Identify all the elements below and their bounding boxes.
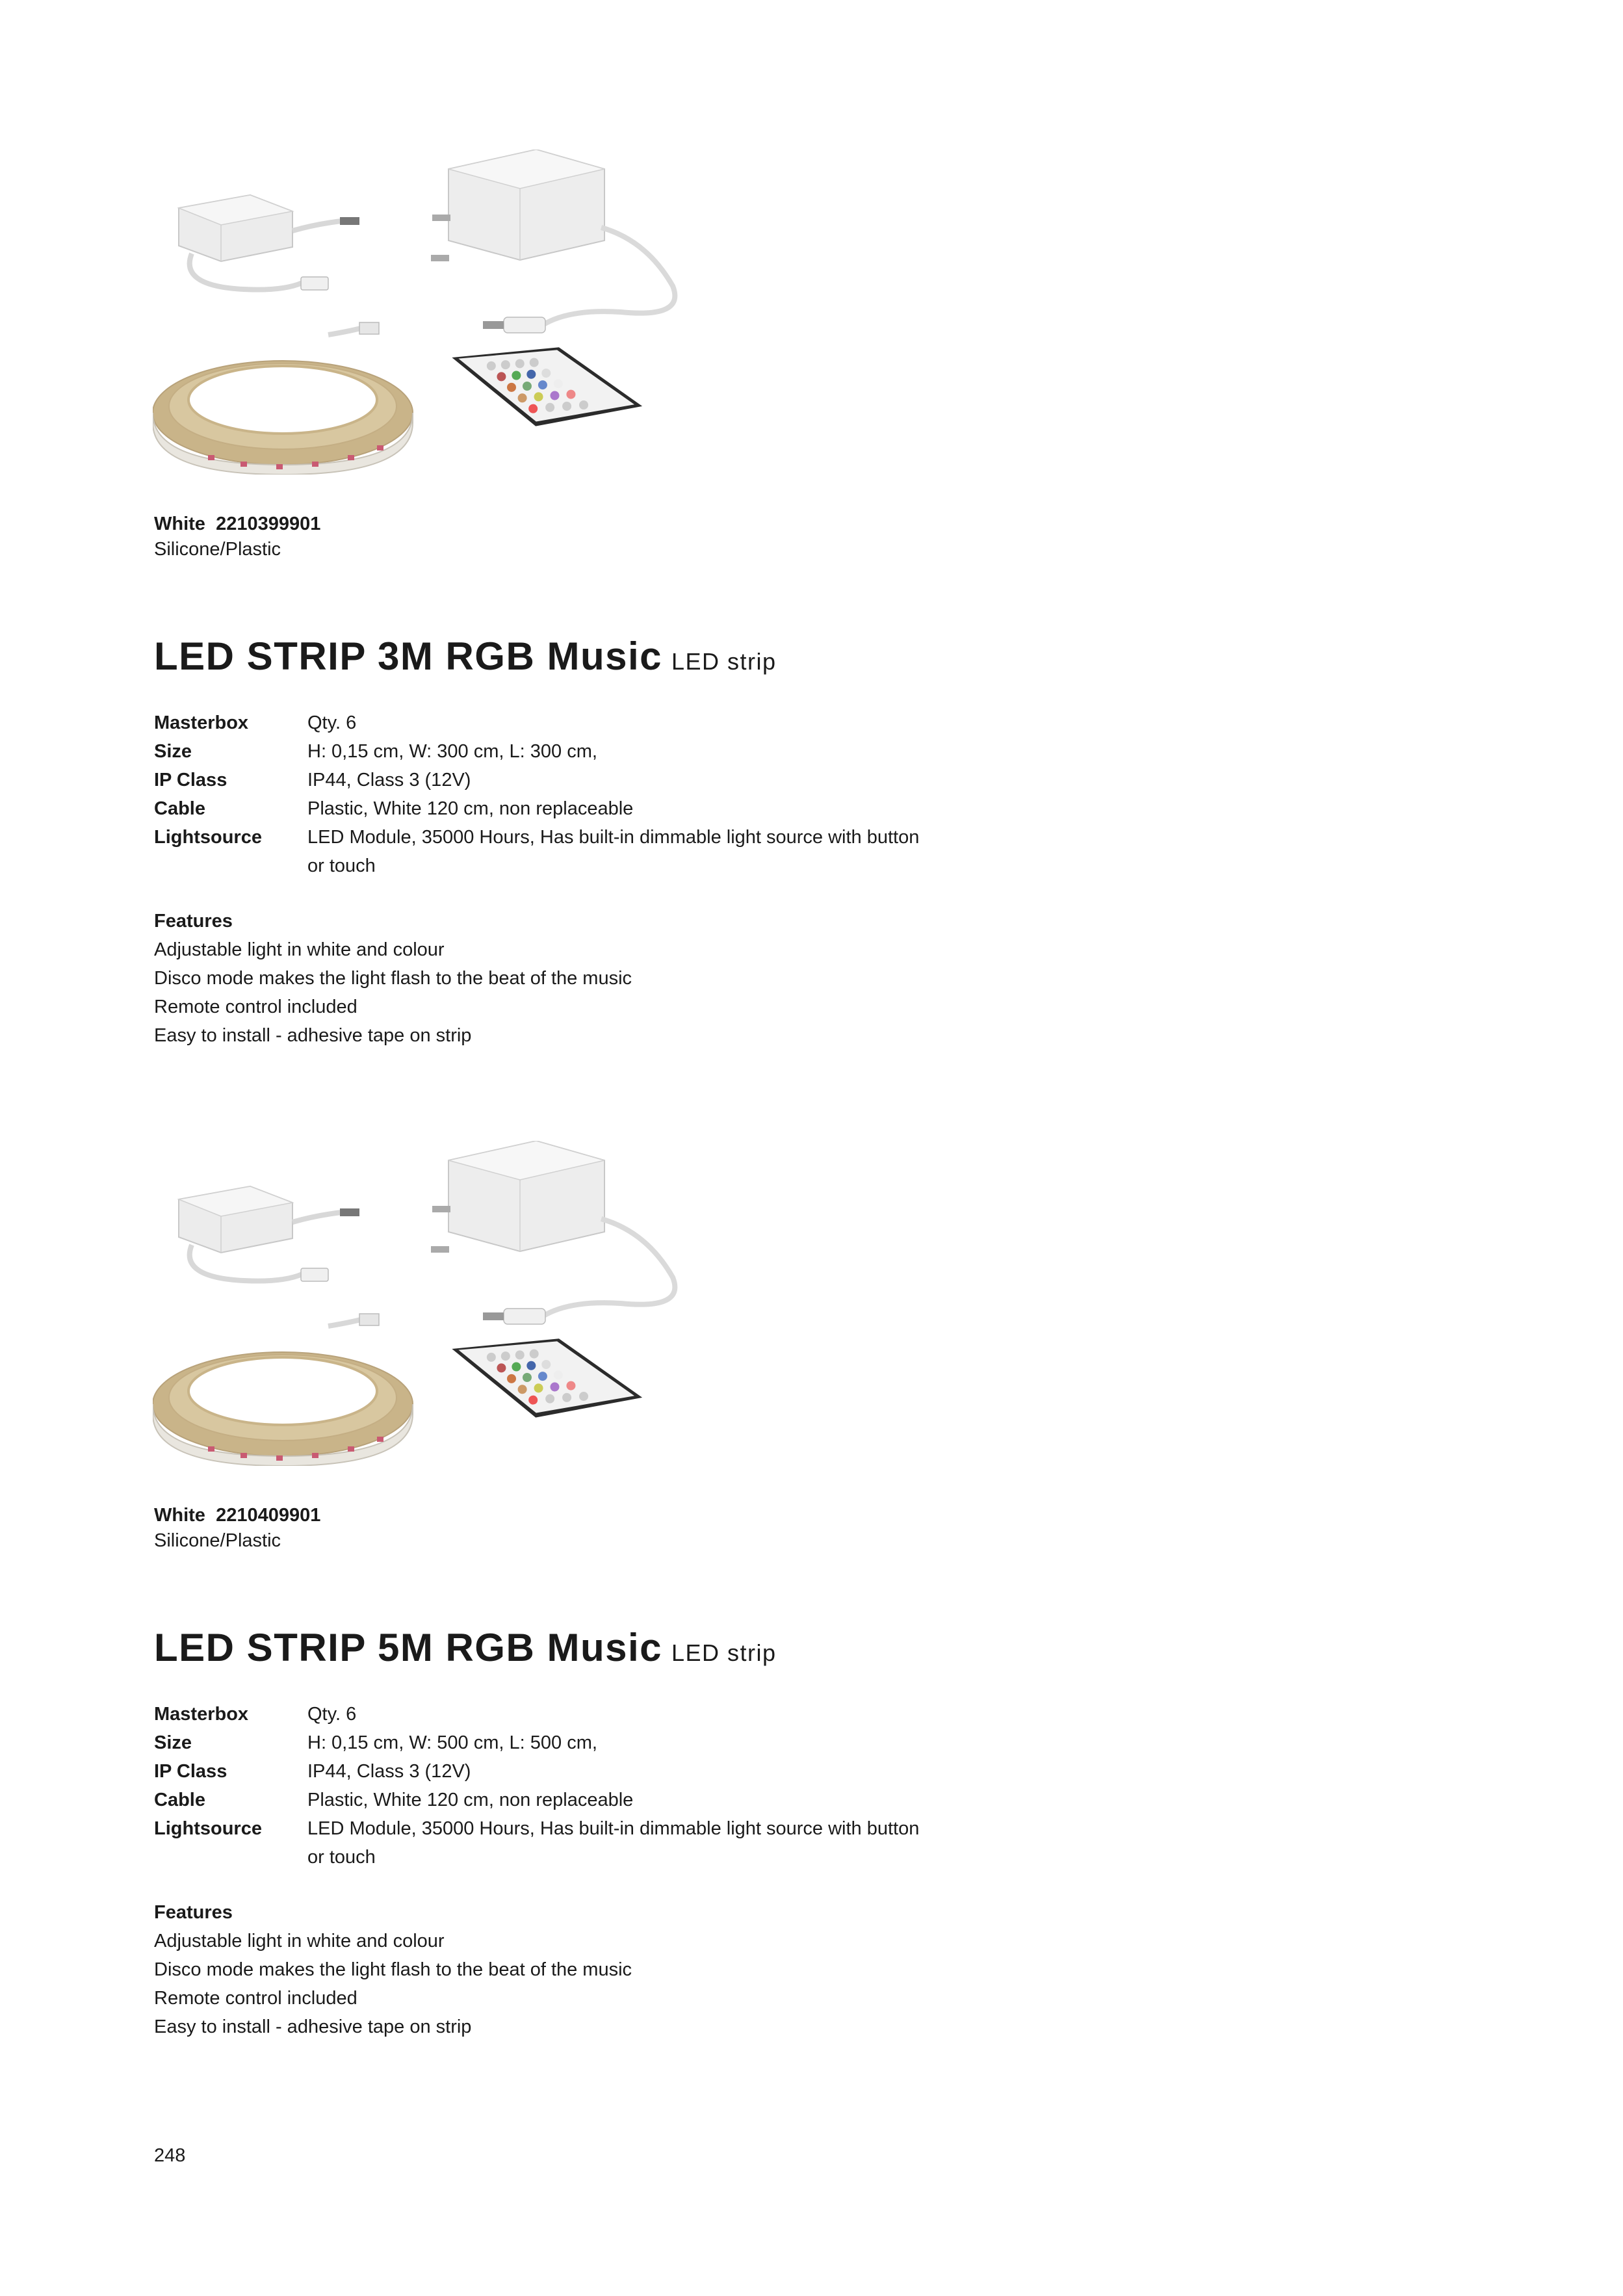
spec-table (154, 1700, 934, 1872)
features-list (154, 907, 632, 1050)
spec-label: Cable (154, 798, 205, 819)
spec-row-ip-class (154, 1757, 934, 1786)
spec-label: Masterbox (154, 712, 249, 733)
spec-row-masterbox (154, 709, 934, 737)
spec-value: H: 0,15 cm, W: 300 cm, L: 300 cm, (307, 741, 597, 762)
feature-item: Disco mode makes the light flash to the beat of the music (154, 1959, 632, 1980)
spec-row-ip-class (154, 766, 934, 794)
feature-item: Remote control included (154, 1988, 357, 2009)
spec-row-size (154, 1729, 934, 1757)
product-color: White (154, 514, 205, 534)
spec-row-cable (154, 1786, 934, 1814)
feature-item: Adjustable light in white and colour (154, 1931, 445, 1951)
product-name: LED STRIP 5M RGB Music (154, 1626, 663, 1669)
feature-item: Disco mode makes the light flash to the beat of the music (154, 968, 632, 989)
spec-row-cable (154, 794, 934, 823)
feature-item: Remote control included (154, 997, 357, 1017)
product-title (154, 1625, 777, 1670)
product-color: White (154, 1505, 205, 1526)
spec-value: H: 0,15 cm, W: 500 cm, L: 500 cm, (307, 1732, 597, 1753)
spec-label: Lightsource (154, 827, 262, 848)
feature-item: Easy to install - adhesive tape on strip (154, 1025, 472, 1046)
spec-row-size (154, 737, 934, 766)
spec-label: IP Class (154, 1761, 227, 1782)
spec-label: Lightsource (154, 1818, 262, 1839)
product-name: LED STRIP 3M RGB Music (154, 634, 663, 678)
feature-item: Easy to install - adhesive tape on strip (154, 2016, 472, 2037)
led-strip-kit-illustration (153, 1141, 699, 1466)
led-strip-kit-illustration (153, 150, 699, 475)
spec-label: Size (154, 741, 192, 762)
spec-label: Cable (154, 1790, 205, 1810)
features-list (154, 1898, 632, 2041)
product-material: Silicone/Plastic (154, 1530, 281, 1551)
product-material: Silicone/Plastic (154, 539, 281, 560)
product-color-article (154, 514, 320, 535)
spec-value: Plastic, White 120 cm, non replaceable (307, 798, 634, 819)
spec-row-lightsource (154, 1814, 934, 1872)
product-color-article (154, 1505, 320, 1526)
product-photo (153, 1141, 699, 1466)
product-photo (153, 150, 699, 475)
spec-value: IP44, Class 3 (12V) (307, 770, 471, 790)
spec-value: Qty. 6 (307, 712, 357, 733)
product-article-number: 2210399901 (216, 514, 321, 534)
product-title (154, 634, 777, 679)
spec-value: LED Module, 35000 Hours, Has built-in dimmable light source with button or touch (307, 1818, 920, 1868)
feature-item: Adjustable light in white and colour (154, 939, 445, 960)
product-type: LED strip (671, 648, 777, 675)
spec-table (154, 709, 934, 880)
spec-label: Size (154, 1732, 192, 1753)
features-heading: Features (154, 911, 233, 932)
page-number: 248 (154, 2145, 186, 2166)
spec-value: Qty. 6 (307, 1704, 357, 1725)
spec-row-lightsource (154, 823, 934, 880)
spec-value: LED Module, 35000 Hours, Has built-in dimmable light source with button or touch (307, 827, 920, 876)
spec-value: IP44, Class 3 (12V) (307, 1761, 471, 1782)
spec-value: Plastic, White 120 cm, non replaceable (307, 1790, 634, 1810)
spec-row-masterbox (154, 1700, 934, 1729)
spec-label: IP Class (154, 770, 227, 790)
product-type: LED strip (671, 1639, 777, 1666)
spec-label: Masterbox (154, 1704, 249, 1725)
product-article-number: 2210409901 (216, 1505, 321, 1526)
features-heading: Features (154, 1902, 233, 1923)
